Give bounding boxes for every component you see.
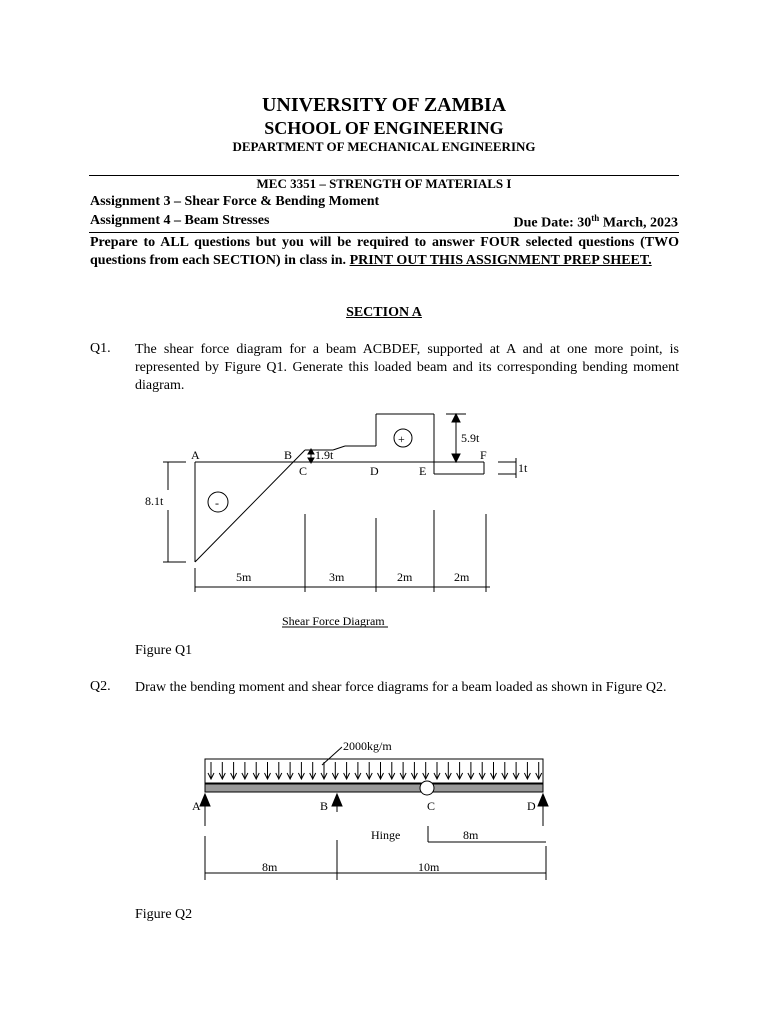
support-b (332, 794, 342, 806)
sfd-label-e: E (419, 464, 427, 478)
hinge-circle (420, 781, 434, 795)
q2-text: Draw the bending moment and shear force diagrams for a beam loaded as shown in Figure Q2. (135, 680, 667, 695)
instructions: Prepare to ALL questions but you will be required to answer FOUR selected questions (TWO questions from each SECTION) in class in. PRINT OUT THIS ASSIGNMENT PREP SHEET. (90, 235, 679, 268)
sfd-neg-slope (195, 450, 308, 562)
sfd-caption: Shear Force Diagram (282, 614, 385, 628)
school-title: SCHOOL OF ENGINEERING (264, 118, 504, 138)
sfd-label-a: A (191, 448, 200, 462)
course-title: MEC 3351 – STRENGTH OF MATERIALS I (256, 176, 512, 191)
assignment-4-title: Assignment 4 – Beam Stresses (90, 213, 270, 228)
beam (205, 784, 543, 792)
q2-hinge-label: Hinge (371, 828, 401, 842)
q2-label-b: B (320, 799, 329, 813)
support-a (200, 794, 210, 806)
udl-box (205, 759, 543, 783)
section-title: SECTION A (346, 305, 422, 320)
sfd-value-5-9t: 5.9t (461, 431, 480, 445)
sfd-value-1t: 1t (518, 461, 528, 475)
q2-label-c: C (427, 799, 436, 813)
sfd-negative-sign: - (215, 496, 219, 510)
sfd-label-c: C (299, 464, 308, 478)
q2-number: Q2. (90, 679, 111, 694)
sfd-span-5m: 5m (236, 570, 252, 584)
q2-load-label: 2000kg/m (343, 739, 392, 753)
sfd-label-f: F (480, 448, 487, 462)
sfd-label-b: B (284, 448, 293, 462)
q1-text: The shear force diagram for a beam ACBDEF, supported at A and at one more point, is represented by Figure Q1. Generate this loaded beam and its corresponding bending moment diagram. (135, 342, 679, 393)
sfd-value-1-9t: 1.9t (315, 448, 334, 462)
q2-dim-8m-b: 8m (463, 828, 479, 842)
q1-figure-caption: Figure Q1 (135, 643, 193, 658)
sfd-value-8-1t: 8.1t (145, 494, 164, 508)
assignment-3-title: Assignment 3 – Shear Force & Bending Moment (90, 194, 380, 209)
q2-dim-8m-a: 8m (262, 860, 278, 874)
sfd-rise (333, 446, 345, 450)
q2-beam-diagram (200, 747, 548, 880)
q2-label-a: A (192, 799, 201, 813)
university-title: UNIVERSITY OF ZAMBIA (261, 94, 507, 116)
q2-figure-caption: Figure Q2 (135, 907, 193, 922)
sfd-label-d: D (370, 464, 379, 478)
sfd-span-3m: 3m (329, 570, 345, 584)
sfd-span-2m-a: 2m (397, 570, 413, 584)
q2-dim-10m: 10m (418, 860, 440, 874)
q1-shear-force-diagram (163, 414, 516, 627)
due-date: Due Date: 30th March, 2023 (513, 213, 678, 231)
udl-arrows (208, 762, 542, 779)
department-title: DEPARTMENT OF MECHANICAL ENGINEERING (232, 139, 536, 154)
sfd-positive-sign: + (398, 432, 405, 446)
sfd-span-2m-b: 2m (454, 570, 470, 584)
q1-diagram-labels (145, 431, 528, 628)
q1-number: Q1. (90, 341, 111, 356)
q2-label-d: D (527, 799, 536, 813)
support-d (538, 794, 548, 806)
